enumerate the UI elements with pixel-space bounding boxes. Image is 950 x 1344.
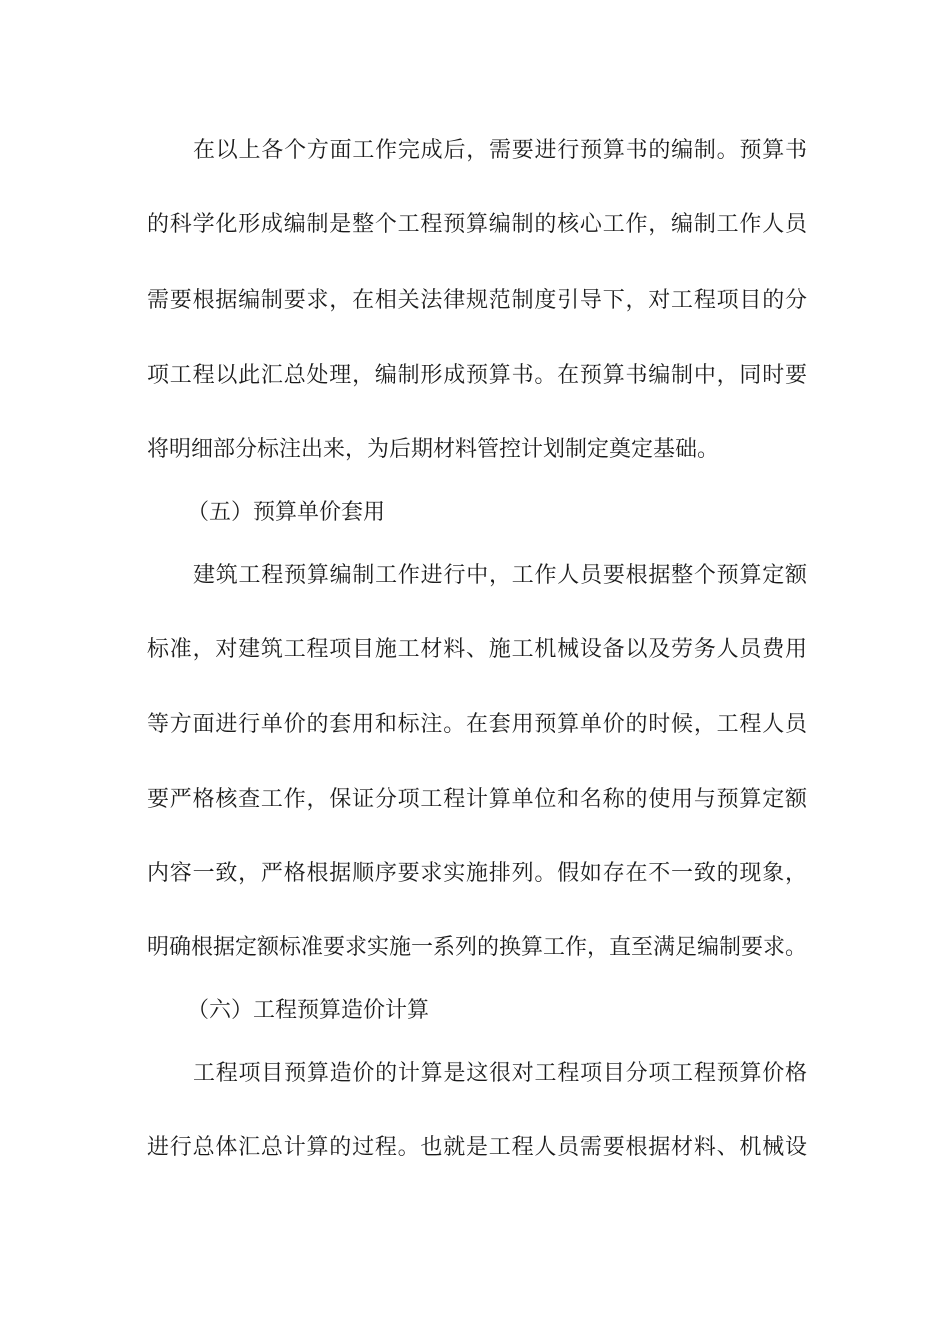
paragraph-1-line-1: 在以上各个方面工作完成后，需要进行预算书的编制。预算书 [193,138,807,163]
paragraph-2-line-6: 明确根据定额标准要求实施一系列的换算工作，直至满足编制要求。 [147,935,808,960]
paragraph-1-line-4: 项工程以此汇总处理，编制形成预算书。在预算书编制中，同时要 [147,363,807,388]
paragraph-2-line-4: 要严格核查工作，保证分项工程计算单位和名称的使用与预算定额 [147,787,807,812]
section-heading-5: （五）预算单价套用 [187,500,386,525]
paragraph-2-line-3: 等方面进行单价的套用和标注。在套用预算单价的时候，工程人员 [147,712,807,737]
paragraph-2-line-2: 标准，对建筑工程项目施工材料、施工机械设备以及劳务人员费用 [147,637,807,662]
paragraph-1-line-3: 需要根据编制要求，在相关法律规范制度引导下，对工程项目的分 [147,288,807,313]
paragraph-2-line-5: 内容一致，严格根据顺序要求实施排列。假如存在不一致的现象， [147,861,807,886]
paragraph-2-line-1: 建筑工程预算编制工作进行中，工作人员要根据整个预算定额 [193,563,807,588]
paragraph-3-line-2: 进行总体汇总计算的过程。也就是工程人员需要根据材料、机械设 [147,1135,807,1160]
paragraph-1-line-5: 将明细部分标注出来，为后期材料管控计划制定奠定基础。 [147,437,720,462]
section-heading-6: （六）工程预算造价计算 [187,998,430,1023]
paragraph-1-line-2: 的科学化形成编制是整个工程预算编制的核心工作，编制工作人员 [147,212,807,237]
paragraph-3-line-1: 工程项目预算造价的计算是这很对工程项目分项工程预算价格 [193,1061,807,1086]
